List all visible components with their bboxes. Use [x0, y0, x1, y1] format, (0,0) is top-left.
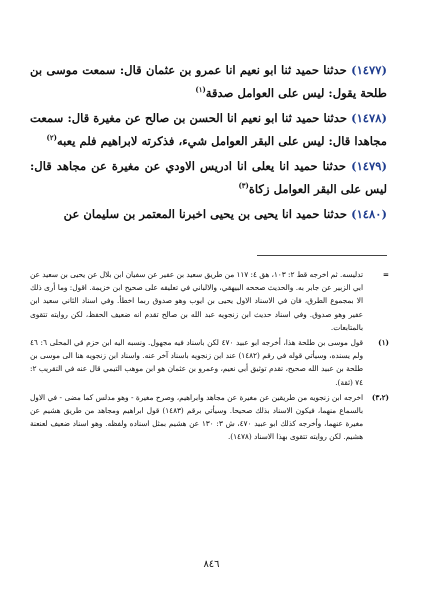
hadith-text: حدثنا حميد انا يحيى بن يحيى اخبرنا المعتمر بن سليمان عن [63, 206, 352, 221]
hadith-number: (١٤٧٧) [351, 63, 387, 77]
hadith-paragraph [30, 156, 387, 199]
hadith-paragraph [30, 204, 387, 224]
hadith-text: حدثنا حميد انا يعلى انا ادريس الاودي عن مغيرة عن مجاهد قال: ليس على البقر العوامل زكاة [30, 158, 387, 196]
footnote [30, 268, 389, 334]
footnotes-section [30, 268, 389, 446]
footnote-text: تدليسه. ثم اخرجه قط ٢: ١٠٣، هق ٤: ١١٧ من طريق سعيد بن عفير عن سفيان ابن بلال عن يحيى بن سعيد عن ابي الزبير عن جابر به. والحديث صححه البيهقي، والالباني في تعليقه على صحيح ابن خزيمة. اقول: وما أرى ذلك الا بمجموع الطرق، فان في الاسناد الاول يحيى بن ايوب وهو صدوق ربما اخطأ. وفي اسناد الثاني سعيد ابن عفير وهو صدوق. وفي اسناد حديث ابن زنجويه عبد الله بن صالح تقدم انه ضعيف الحفظ، لكن روايته تتقوى بالمتابعات. [30, 270, 364, 332]
page-number: ٨٤٦ [203, 559, 220, 570]
footnote-ref: (٢) [46, 132, 57, 142]
footnote-marker: (٣،٢) [371, 392, 389, 402]
footnote-ref: (٣) [238, 180, 249, 190]
hadith-number: (١٤٨٠) [351, 206, 387, 221]
hadith-text: حدثنا حميد ثنا ابو نعيم انا الحسن بن صالح عن مغيرة قال: سمعت مجاهدا قال: ليس على البقر العوامل شيء، فذكرته لابراهيم فلم يعبه [30, 110, 387, 148]
hadith-paragraph [30, 60, 387, 103]
footnote-text: قول موسى بن طلحة هذا، أخرجه ابو عبيد ٤٧٠ لكن باسناد فيه مجهول. ونسبه اليه ابن حزم في المحلى ٦: ٤٦ ولم يسنده، وسيأتي قوله في رقم (١٤٨٢) عند ابن زنجويه باسناد آخر عنه. واسناد ابن زنجويه هنا الى موسى بن طلحة بن عبيد الله صحيح، تقدم توثيق أبي نعيم، وعمرو بن عثمان هو ابن موهب التيمي قال عنه في التقريب ٢: ٧٤ (ثقة). [30, 338, 364, 387]
hadith-paragraph [30, 108, 387, 151]
footnote [30, 336, 389, 389]
hadith-number: (١٤٧٨) [351, 110, 387, 125]
footnote-ref: (١) [195, 85, 206, 94]
footnote [30, 391, 389, 444]
hadith-text: حدثنا حميد ثنا ابو نعيم انا عمرو بن عثمان قال: سمعت موسى بن طلحة يقول: ليس على العوامل صدقة [30, 63, 387, 100]
footnote-text: اخرجه ابن زنجويه من طريقين عن مغيرة عن مجاهد وابراهيم، وصرح مغيرة - وهو مدلس كما مضى - في الاول بالسماع منهما، فيكون الاسناد بذلك صحيحا. وسيأتي برقم (١٤٨٣) قول ابراهيم ومجاهد من طريق هشيم عن مغيرة عنهما، وأخرجه كذلك ابو عبيد ٤٧٠، ش ٣: ١٣٠ عن هشيم بمثل اسناده ولفظه. وهو اسناد ضعيف لعنعنة هشيم. لكن روايته تتقوى بهذا الاسناد (١٤٧٨). [30, 392, 364, 442]
footnote-divider [257, 255, 387, 256]
footnote-marker: = [382, 270, 389, 279]
footnote-marker: (١) [378, 338, 389, 348]
hadith-section [30, 60, 387, 229]
hadith-number: (١٤٧٩) [351, 158, 387, 173]
